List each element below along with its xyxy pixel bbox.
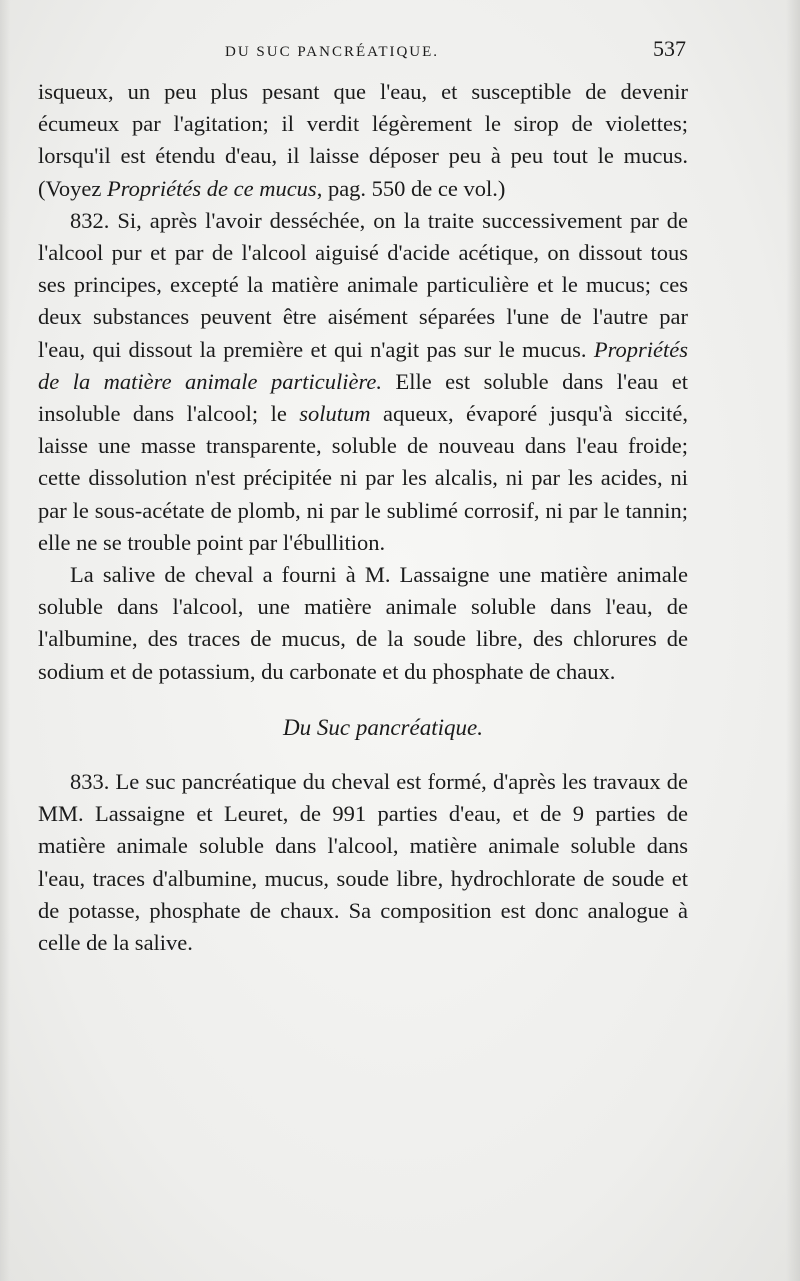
paragraph-salive: La salive de cheval a fourni à M. Lassaigne une matière animale soluble dans l'alcool, une matière animale soluble dans l'eau, de l'albumine, des traces de mucus, de la soude libre, des chlorures de sodium et de potassium, du carbonate et du phosphate de chaux.: [38, 562, 688, 684]
text-run: , pag. 550 de ce vol.): [316, 175, 506, 201]
page-body: [38, 76, 688, 959]
paragraph-832: [38, 205, 688, 559]
paragraph-continuation: [38, 76, 688, 205]
text-run: Elle est soluble dans l'eau et insoluble dans l'alcool; le: [38, 368, 689, 427]
page-number: 537: [653, 36, 686, 61]
page-shadow-right: [786, 0, 800, 1281]
page-header: [40, 36, 690, 66]
italic-run: Propriétés de la matière animale particulière.: [38, 336, 688, 394]
paragraph-833: 833. Le suc pancréatique du cheval est formé, d'après les travaux de MM. Lassaigne et Leuret, de 991 parties d'eau, et de 9 parties de matière animale soluble dans l'alcool, matière animale soluble dans l'eau, traces d'albumine, mucus, soude libre, hydrochlorate de soude et de potasse, phosphate de chaux. Sa composition est donc analogue à celle de la salive.: [38, 769, 688, 956]
page-shadow-left: [0, 0, 10, 1281]
section-title: Du Suc pancréatique.: [283, 714, 483, 740]
text-run: isqueux, un peu plus pesant que l'eau, et susceptible de devenir écumeux par l'agitation; il verdit légèrement le sirop de violettes; lorsqu'il est étendu d'eau, il laisse déposer peu à peu tout le mucus. (Voyez: [38, 79, 688, 201]
text-run: 832. Si, après l'avoir desséchée, on la traite successivement par de l'alcool pur et par de l'alcool aiguisé d'acide acétique, on dissout tous ses principes, excepté la matière animale particulière et le mucus; ces deux substances peuvent être aisément séparées l'une de l'autre par l'eau, qui dissout la première et qui n'agit pas sur le mucus.: [38, 207, 688, 362]
running-head: DU SUC PANCRÉATIQUE.: [225, 44, 440, 60]
italic-run: solutum: [299, 401, 371, 427]
italic-run: Propriétés de ce mucus: [106, 175, 317, 201]
text-run: aqueux, évaporé jusqu'à siccité, laisse une masse transparente, soluble de nouveau dans l'eau froide; cette dissolution n'est précipitée ni par les alcalis, ni par les acides, ni par le sous-acétate de plomb, ni par le sublimé corrosif, ni par le tannin; elle ne se trouble point par l'ébullition.: [38, 401, 688, 555]
